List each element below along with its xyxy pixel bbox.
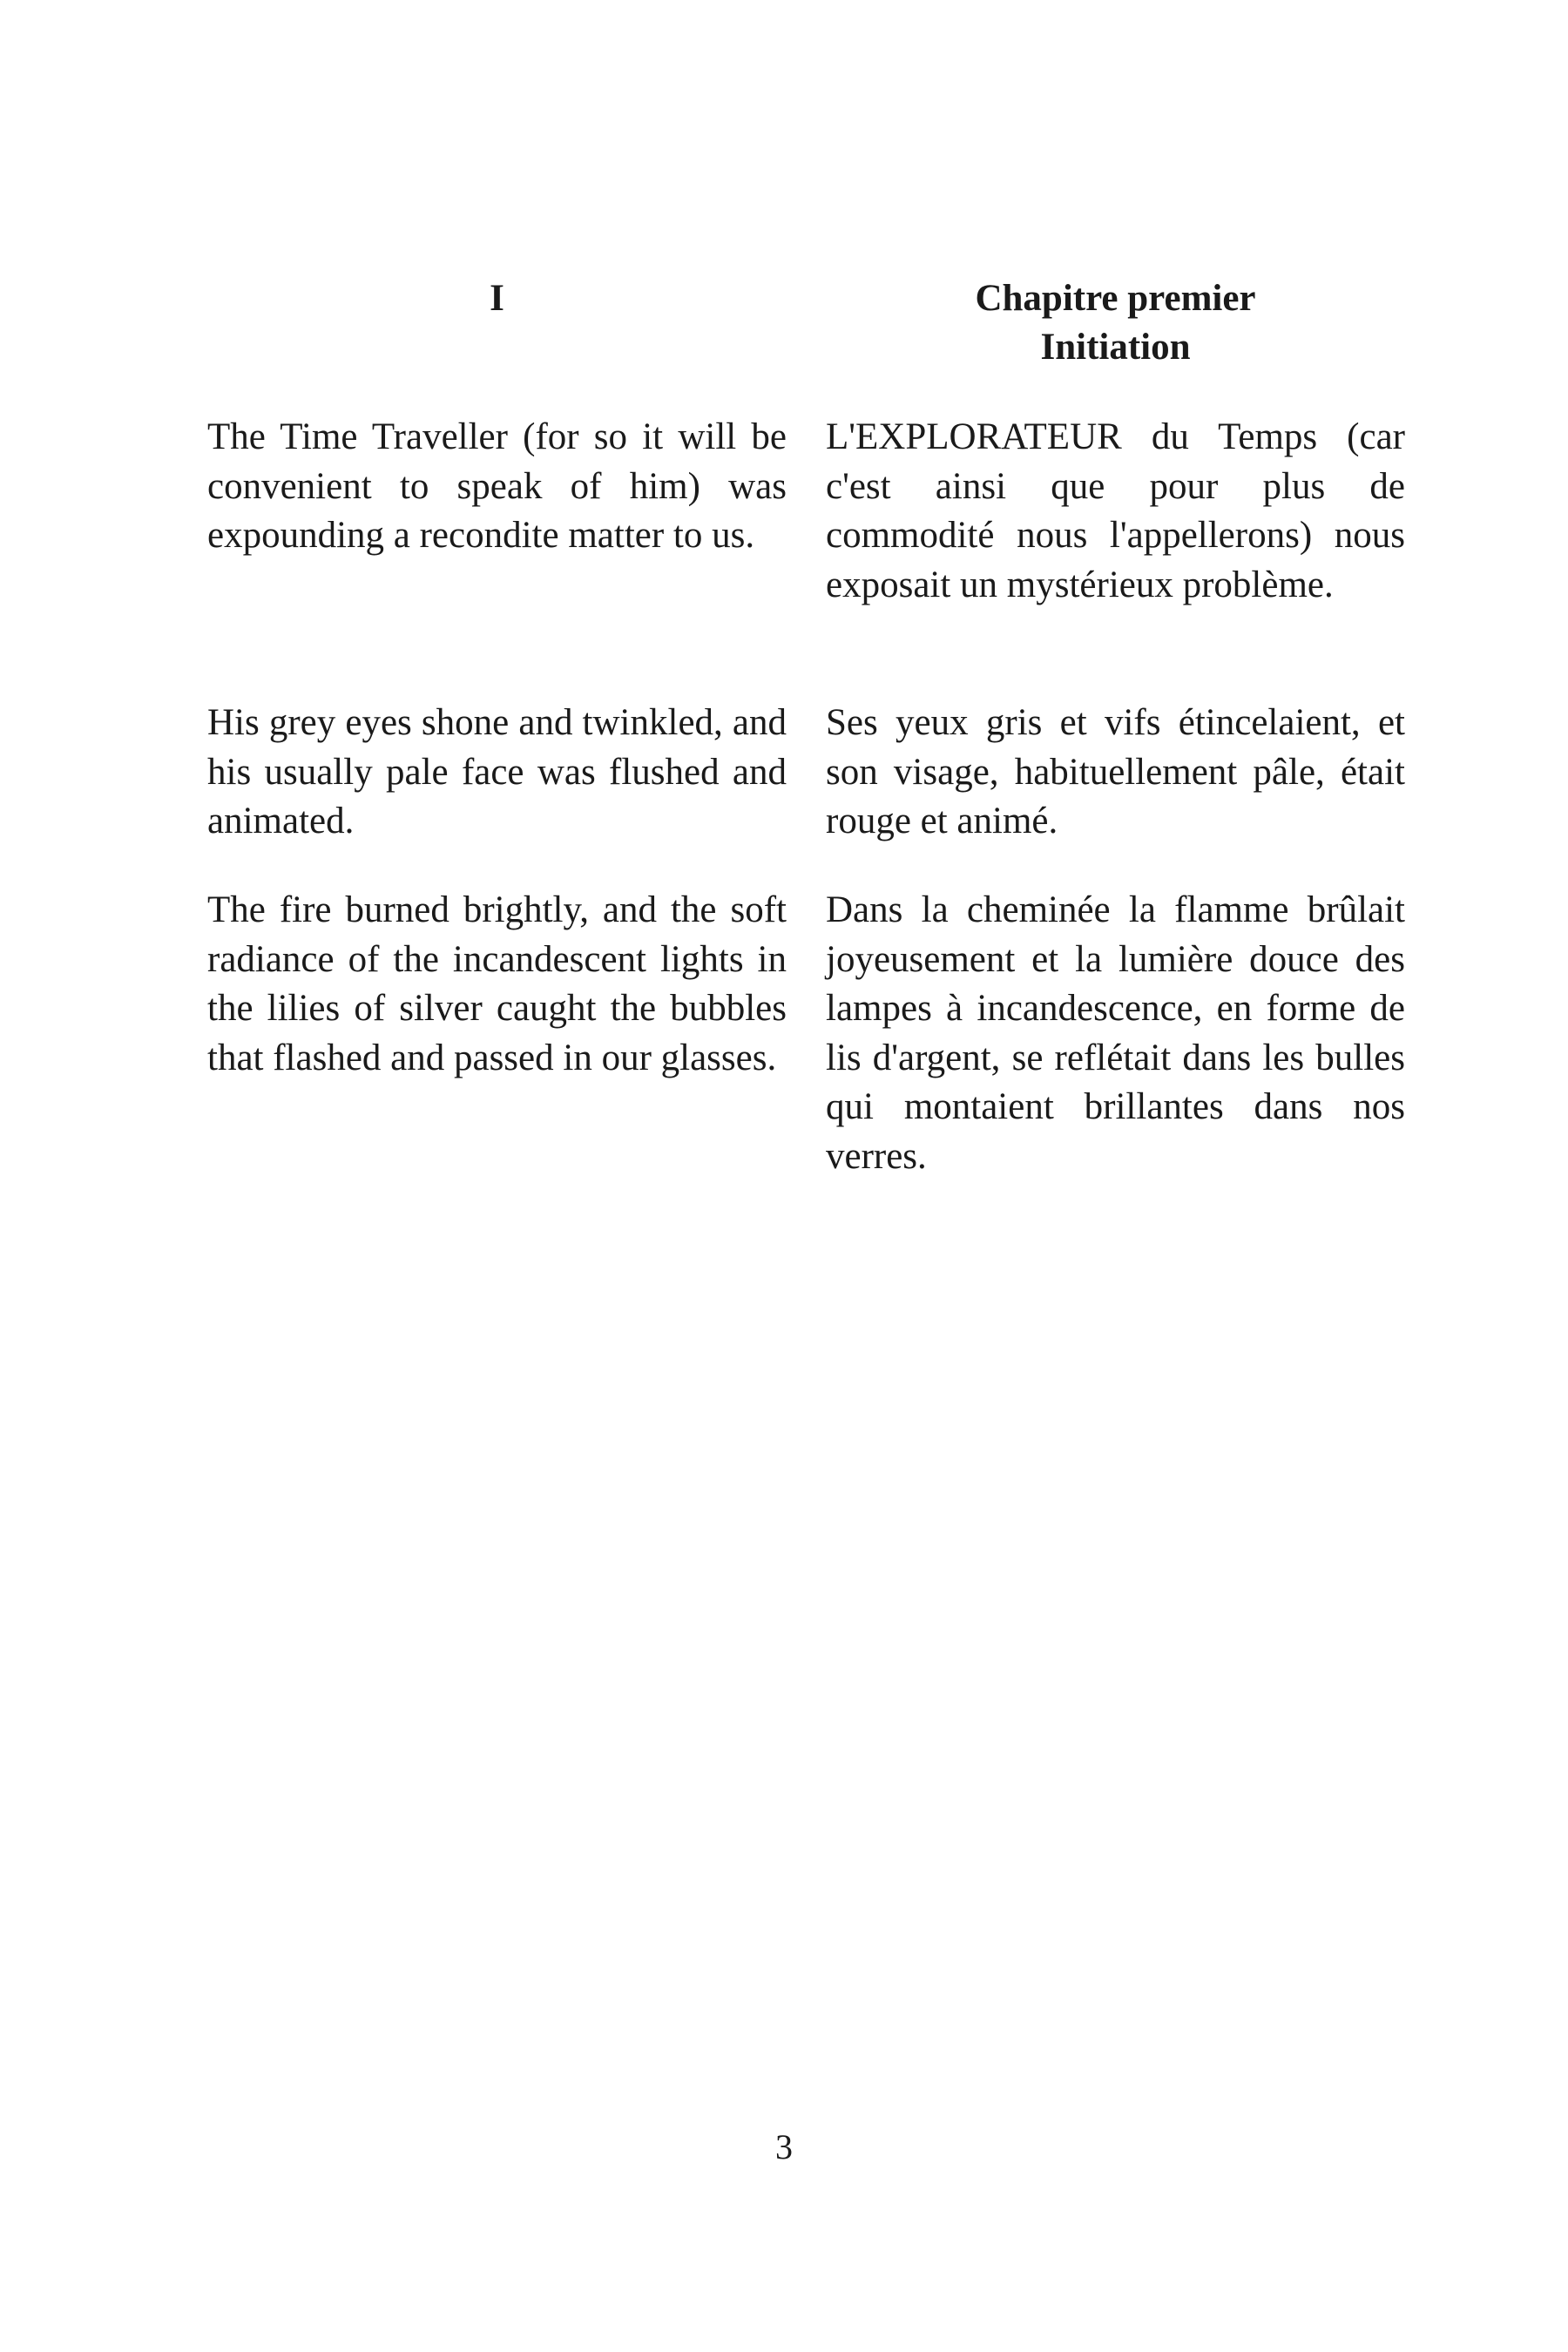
- english-paragraph-1: The Time Traveller (for so it will be convenient to speak of him) was expounding a recondite matter to us.: [207, 416, 787, 556]
- chapter-title-line-1: Chapitre premier: [975, 278, 1256, 319]
- chapter-number: I: [490, 278, 504, 319]
- chapter-title-line-2: Initiation: [1040, 327, 1191, 368]
- french-paragraph-1: L'EXPLORATEUR du Temps (car c'est ainsi que pour plus de commodité nous l'appellerons) nous exposait un mystérieux problème.: [826, 416, 1405, 605]
- chapter-heading-english: [207, 274, 787, 323]
- english-paragraph-3: The fire burned brightly, and the soft radiance of the incandescent lights in the lilies of silver caught the bubbles that flashed and passed in our glasses.: [207, 889, 787, 1078]
- french-paragraph-2: Ses yeux gris et vifs étincelaient, et son visage, habituellement pâle, était rouge et animé.: [826, 702, 1405, 841]
- chapter-heading-french: [826, 274, 1405, 372]
- page-number: 3: [775, 2127, 793, 2166]
- french-paragraph-3: Dans la cheminée la flamme brûlait joyeusement et la lumière douce des lampes à incandescence, en forme de lis d'argent, se reflétait dans les bulles qui montaient brillantes dans nos verres.: [826, 889, 1405, 1177]
- english-paragraph-2: His grey eyes shone and twinkled, and his usually pale face was flushed and animated.: [207, 702, 787, 841]
